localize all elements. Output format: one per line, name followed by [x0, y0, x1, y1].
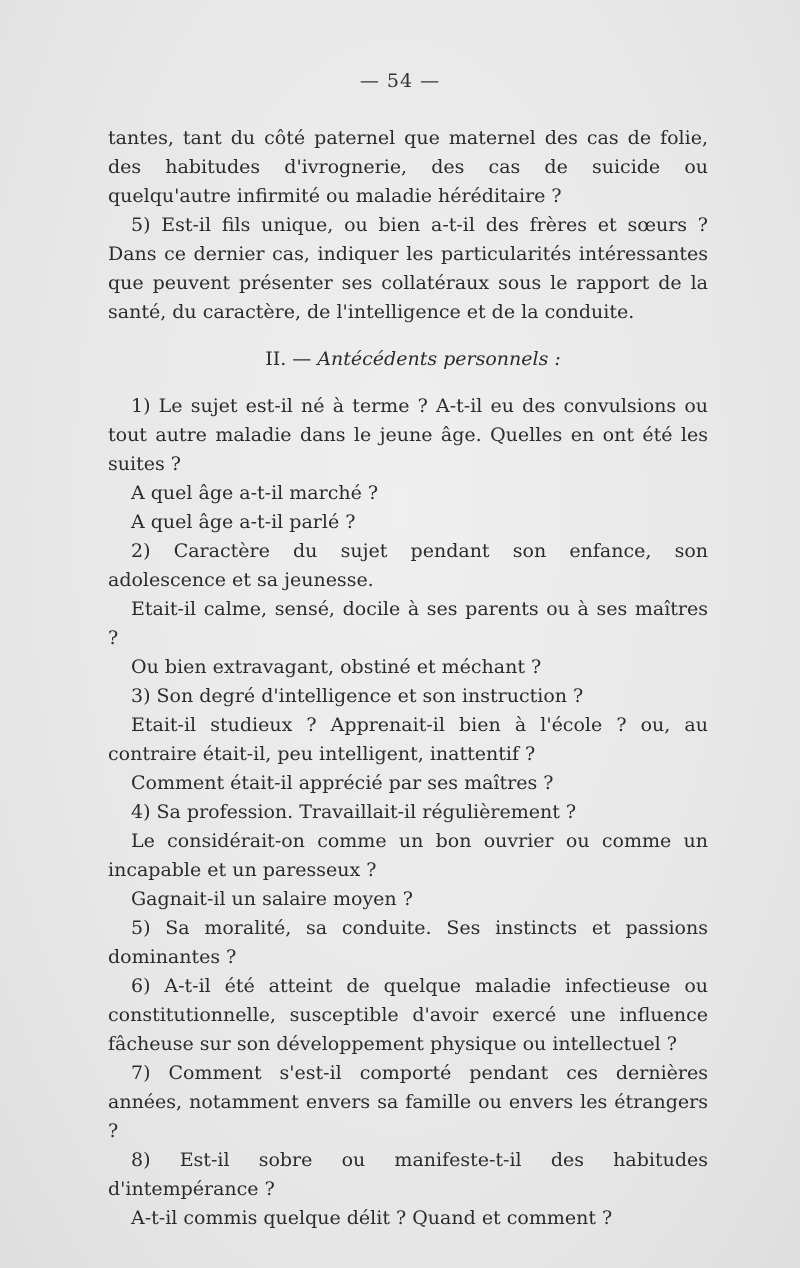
- paragraph-question-8: 8) Est-il sobre ou manifeste-t-il des habitudes d'intempérance ?: [108, 1149, 708, 1200]
- paragraph-item: Ou bien extravagant, obstiné et méchant ?: [131, 656, 542, 678]
- paragraph-item: Etait-il calme, sensé, docile à ses parents ou à ses maîtres ?: [108, 598, 708, 649]
- section-number: II. —: [265, 348, 312, 370]
- paragraph-question-4: 4) Sa profession. Travaillait-il régulièrement ?: [131, 801, 577, 823]
- section-title: Antécédents personnels :: [317, 348, 561, 370]
- paragraph-item: A quel âge a-t-il parlé ?: [131, 511, 356, 533]
- paragraph-question-6: 6) A-t-il été atteint de quelque maladie infectieuse ou constitutionnelle, susceptible d'avoir exercé une influence fâcheuse sur son développement physique ou intellectuel ?: [108, 975, 708, 1055]
- paragraph-question-2: 2) Caractère du sujet pendant son enfance, son adolescence et sa jeunesse.: [108, 540, 708, 591]
- paragraph-item: A quel âge a-t-il marché ?: [131, 482, 379, 504]
- paragraph-question-1: 1) Le sujet est-il né à terme ? A-t-il eu des convulsions ou tout autre maladie dans le jeune âge. Quelles en ont été les suites ?: [108, 395, 708, 475]
- page-body: [108, 124, 708, 1233]
- paragraph-continuation: tantes, tant du côté paternel que maternel des cas de folie, des habitudes d'ivrognerie, des cas de suicide ou quelqu'autre infirmité ou maladie héréditaire ?: [108, 127, 708, 207]
- paragraph-question-7: 7) Comment s'est-il comporté pendant ces dernières années, notamment envers sa famille ou envers les étrangers ?: [108, 1062, 708, 1142]
- section-heading: [108, 345, 708, 374]
- paragraph-item: Comment était-il apprécié par ses maîtres ?: [131, 772, 554, 794]
- paragraph-item: Le considérait-on comme un bon ouvrier ou comme un incapable et un paresseux ?: [108, 830, 708, 881]
- page-number: — 54 —: [359, 70, 441, 92]
- paragraph-item: A-t-il commis quelque délit ? Quand et comment ?: [131, 1207, 613, 1229]
- paragraph-question-3: 3) Son degré d'intelligence et son instruction ?: [131, 685, 584, 707]
- paragraph-question-5b: 5) Sa moralité, sa conduite. Ses instincts et passions dominantes ?: [108, 917, 708, 968]
- paragraph-question-5: 5) Est-il fils unique, ou bien a-t-il des frères et sœurs ? Dans ce dernier cas, indiquer les particularités intéressantes que peuvent présenter ses collatéraux sous le rapport de la santé, du caractère, de l'intelligence et de la conduite.: [108, 214, 708, 323]
- paragraph-item: Gagnait-il un salaire moyen ?: [131, 888, 413, 910]
- paragraph-item: Etait-il studieux ? Apprenait-il bien à l'école ? ou, au contraire était-il, peu intelligent, inattentif ?: [108, 714, 708, 765]
